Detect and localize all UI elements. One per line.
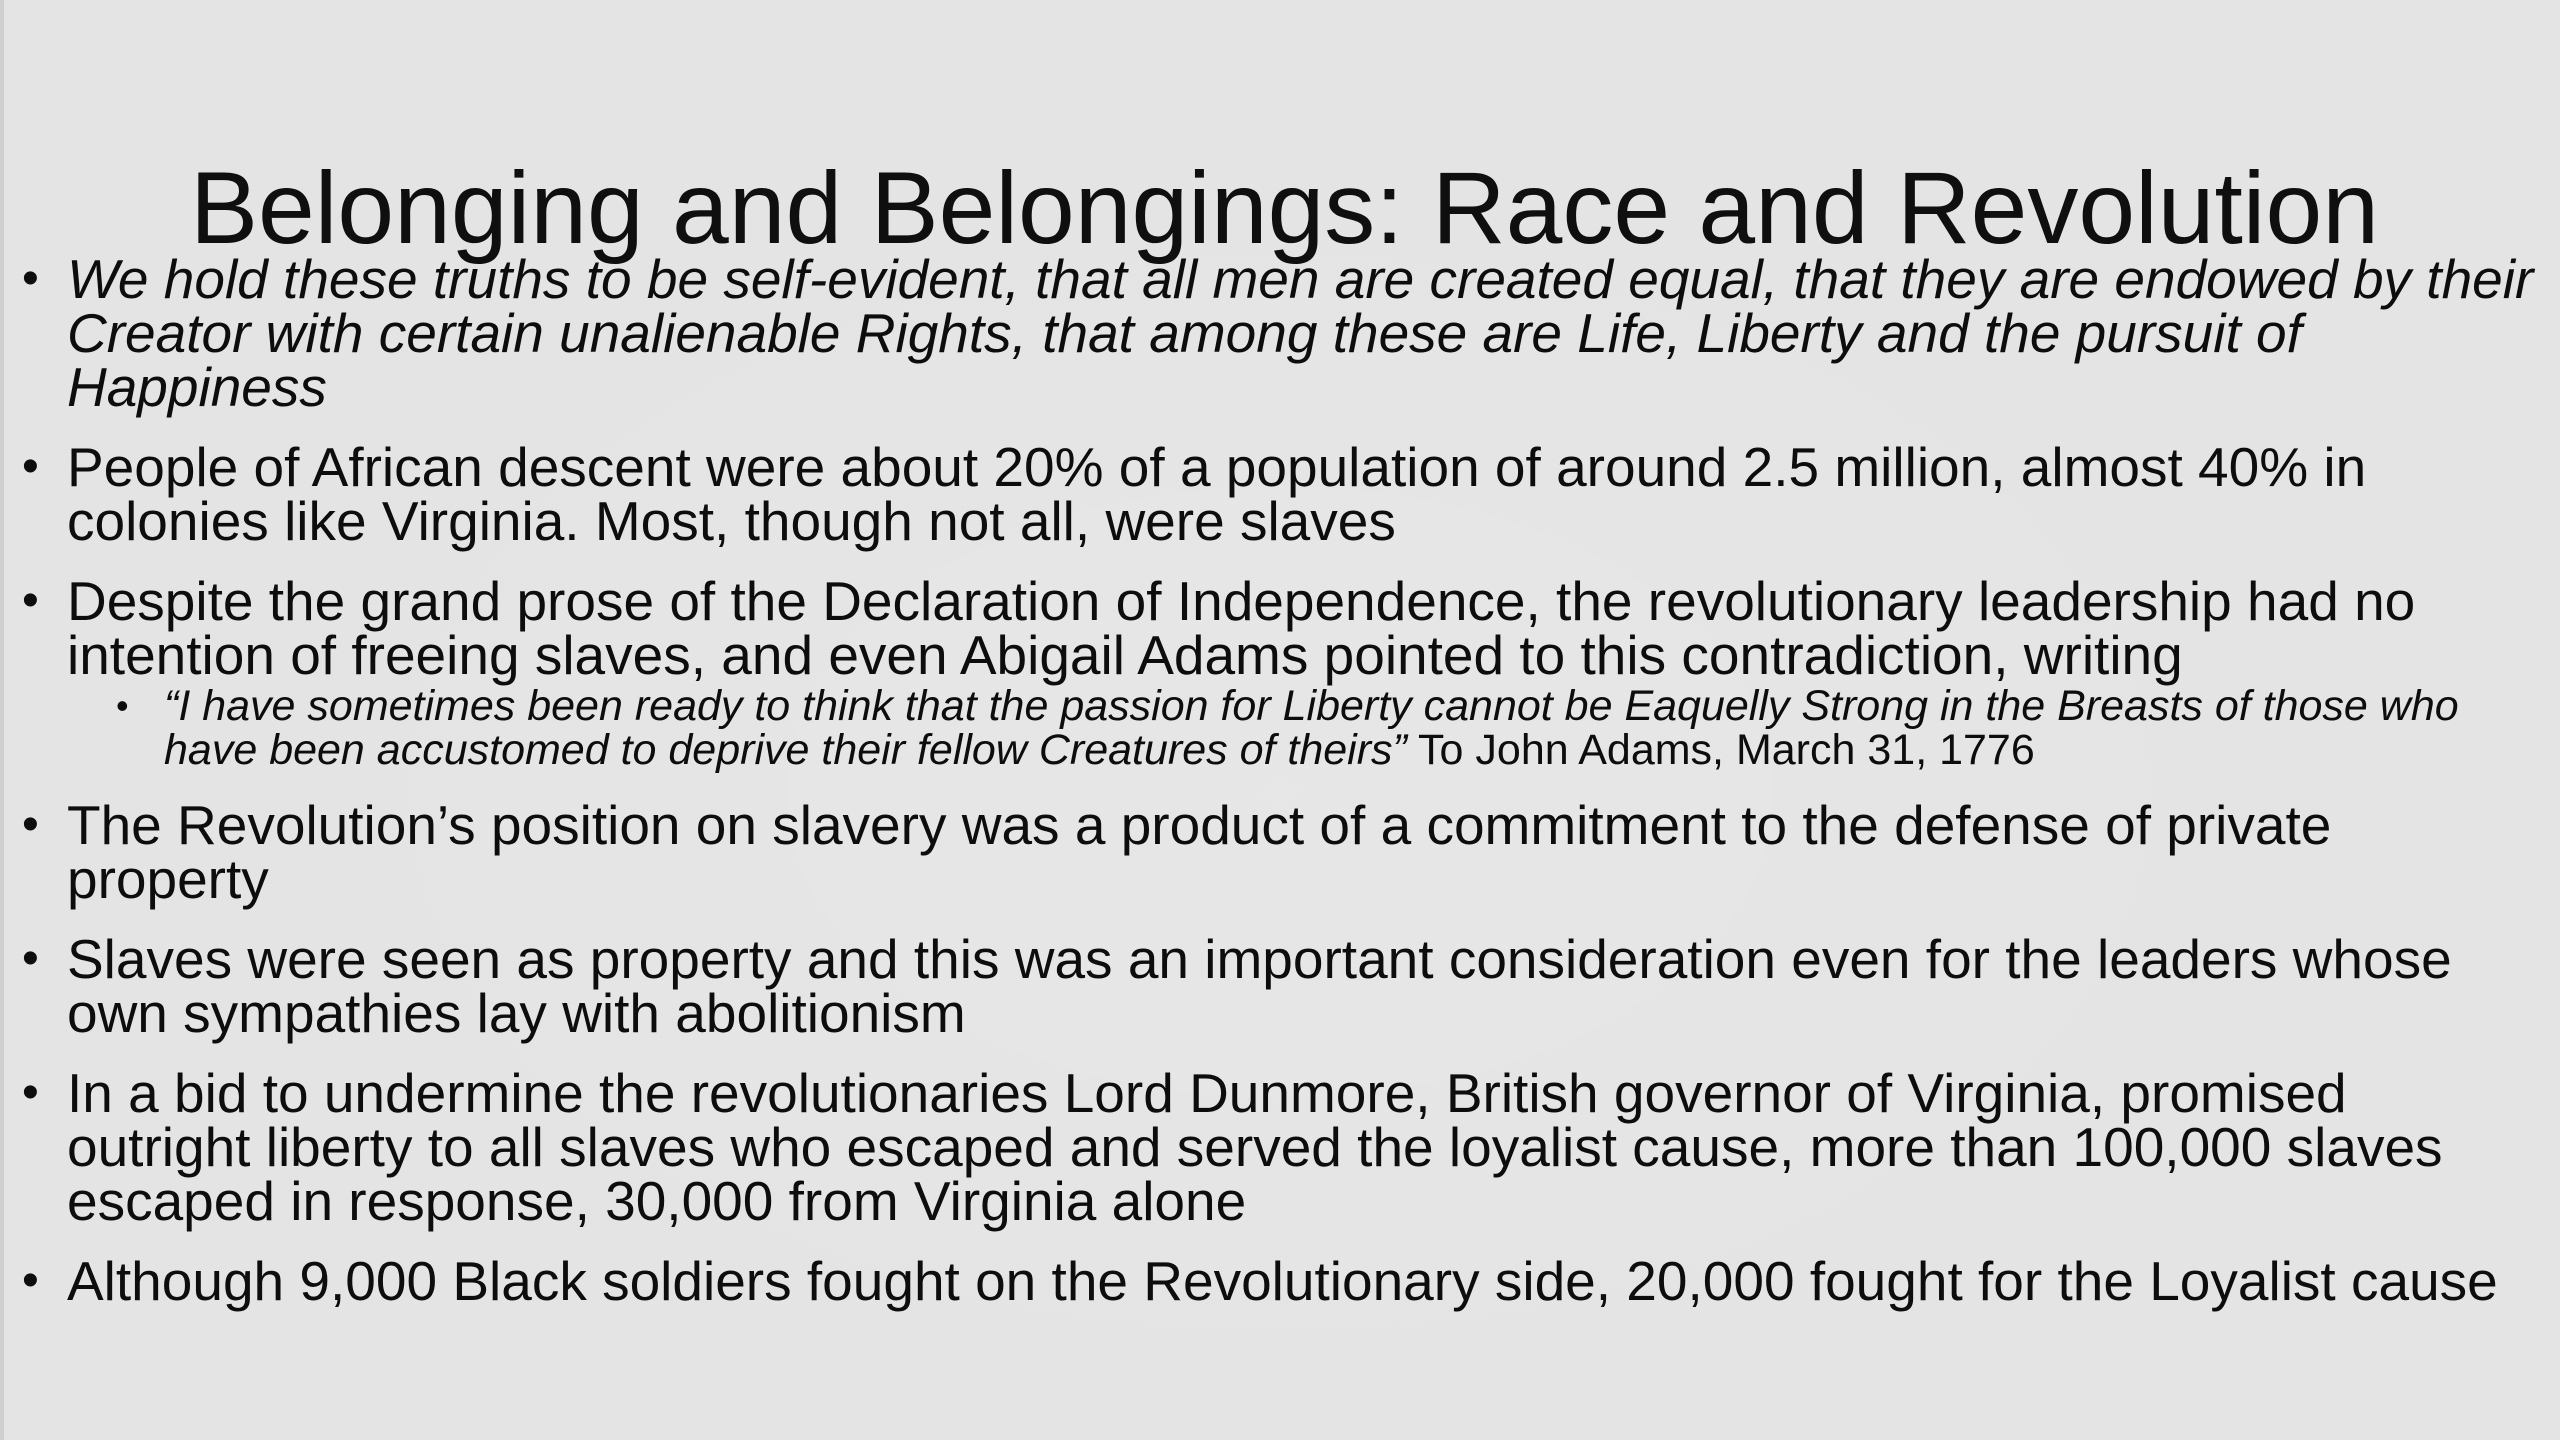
- bullet-dot-icon: •: [22, 574, 39, 627]
- slide-title: Belonging and Belongings: Race and Revolution: [190, 151, 2379, 265]
- bullet-dot-icon: •: [22, 1066, 39, 1119]
- bullet-dot-icon: •: [22, 252, 39, 305]
- bullet-item-slaves-as-property: [16, 928, 2536, 1044]
- bullet-dot-icon: •: [22, 440, 39, 493]
- quote-attribution: To John Adams, March 31, 1776: [1406, 726, 2035, 774]
- bullet-item-declaration-quote: [16, 248, 2536, 418]
- bullet-text: In a bid to undermine the revolutionaries Lord Dunmore, British governor of Virginia, promised outright liberty to all slaves who escaped and served the loyalist cause, more than 100,000 slaves escaped in response, 30,000 from Virginia alone: [67, 1062, 2443, 1232]
- bullet-dot-icon: •: [22, 932, 39, 985]
- bullet-dot-icon: •: [22, 1254, 39, 1307]
- bullet-dot-icon: •: [22, 798, 39, 851]
- bullet-text: People of African descent were about 20% of a population of around 2.5 million, almost 40% in colonies like Virginia. Most, though not all, were slaves: [67, 436, 2367, 552]
- bullet-text: Although 9,000 Black soldiers fought on the Revolutionary side, 20,000 fought for the Loyalist cause: [67, 1250, 2498, 1312]
- bullet-item-lord-dunmore: [16, 1062, 2536, 1232]
- bullet-item-leadership: [16, 570, 2536, 686]
- bullet-item-black-soldiers: [16, 1250, 2536, 1312]
- slide-left-edge: [0, 0, 4, 1440]
- bullet-item-private-property: [16, 794, 2536, 910]
- sub-bullet-dot-icon: •: [116, 685, 129, 726]
- bullet-text: Slaves were seen as property and this was an important consideration even for the leaders whose own sympathies lay with abolitionism: [67, 928, 2452, 1044]
- bullet-list: [16, 248, 2536, 1334]
- bullet-text: We hold these truths to be self-evident, that all men are created equal, that they are endowed by their Creator with certain unalienable Rights, that among these are Life, Liberty and the pursuit of Happiness: [67, 248, 2534, 418]
- bullet-text: Despite the grand prose of the Declaration of Independence, the revolutionary leadership had no intention of freeing slaves, and even Abigail Adams pointed to this contradiction, writing: [67, 570, 2416, 686]
- bullet-text: The Revolution’s position on slavery was a product of a commitment to the defense of private property: [67, 794, 2332, 910]
- abigail-adams-quote: “I have sometimes been ready to think that the passion for Liberty cannot be Eaquelly Strong in the Breasts of those who have been accustomed to deprive their fellow Creatures of theirs”: [164, 682, 2459, 774]
- bullet-item-population: [16, 436, 2536, 552]
- sub-bullet-abigail-adams-quote: [16, 684, 2536, 772]
